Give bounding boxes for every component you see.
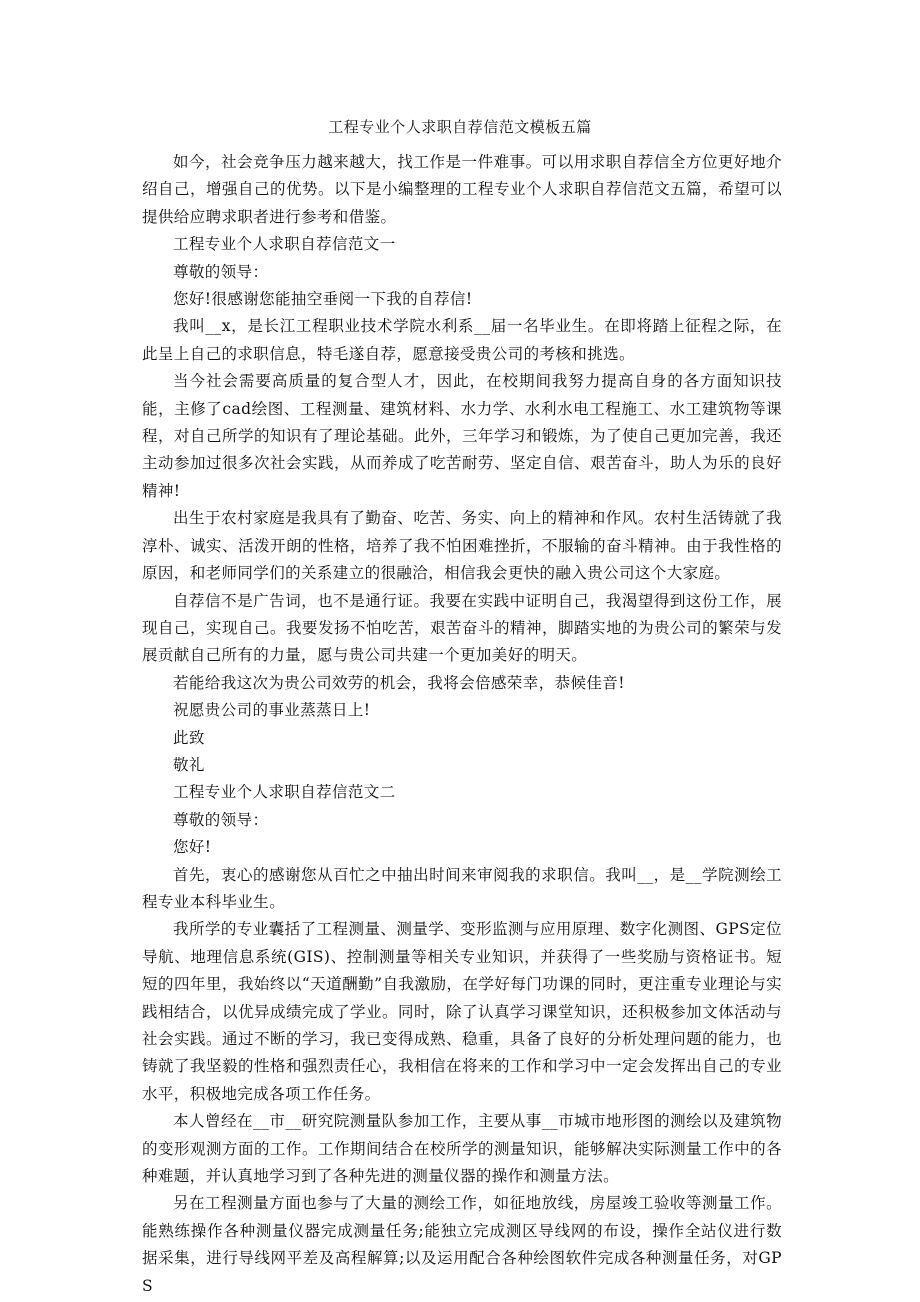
document-title: 工程专业个人求职自荐信范文模板五篇 — [328, 118, 592, 136]
paragraph: 本人曾经在__市__研究院测量队参加工作，主要从事__市城市地形图的测绘以及建筑物的变形观测方面的工作。工作期间结合在校所学的测量知识，能够解决实际测量工作中的各种难题，并认真地学习到了各种先进的测量仪器的操作和测量方法。 — [142, 1112, 782, 1186]
salutation: 尊敬的领导： — [173, 262, 269, 281]
paragraph: 您好!很感谢您能抽空垂阅一下我的自荐信! — [173, 290, 473, 309]
paragraph: 自荐信不是广告词，也不是通行证。我要在实践中证明自己，我渴望得到这份工作，展现自己，实现自己。我要发扬不怕吃苦，艰苦奋斗的精神，脚踏实地的为贵公司的繁荣与发展贡献自己所有的力量，愿与贵公司共建一个更加美好的明天。 — [142, 591, 782, 665]
paragraph: 另在工程测量方面也参与了大量的测绘工作，如征地放线，房屋竣工验收等测量工作。能熟练操作各种测量仪器完成测量任务;能独立完成测区导线网的布设，操作全站仪进行数据采集，进行导线网平差及高程解算;以及运用配合各种绘图软件完成各种测量任务，对GPS — [142, 1194, 782, 1295]
document-body — [142, 149, 782, 1300]
paragraph: 您好! — [173, 838, 212, 857]
section-heading: 工程专业个人求职自荐信范文一 — [173, 235, 396, 254]
paragraph: 当今社会需要高质量的复合型人才，因此，在校期间我努力提高自身的各方面知识技能，主修了cad绘图、工程测量、建筑材料、水力学、水利水电工程施工、水工建筑物等课程，对自己所学的知识有了理论基础。此外，三年学习和锻炼，为了使自己更加完善，我还主动参加过很多次社会实践，从而养成了吃苦耐劳、坚定自信、艰苦奋斗，助人为乐的良好精神! — [142, 372, 782, 500]
closing: 敬礼 — [173, 755, 205, 774]
paragraph: 我叫__x，是长江工程职业技术学院水利系__届一名毕业生。在即将踏上征程之际，在此呈上自己的求职信息，特毛遂自荐，愿意接受贵公司的考核和挑选。 — [142, 317, 782, 363]
paragraph: 若能给我这次为贵公司效劳的机会，我将会倍感荣幸，恭候佳音! — [173, 673, 625, 692]
paragraph: 出生于农村家庭是我具有了勤奋、吃苦、务实、向上的精神和作风。农村生活铸就了我淳朴、诚实、活泼开朗的性格，培养了我不怕困难挫折，不服输的奋斗精神。由于我性格的原因，和老师同学们的关系建立的很融洽，相信我会更快的融入贵公司这个大家庭。 — [142, 509, 782, 583]
section-heading: 工程专业个人求职自荐信范文二 — [173, 783, 396, 802]
paragraph: 如今，社会竞争压力越来越大，找工作是一件难事。可以用求职自荐信全方位更好地介绍自己，增强自己的优势。以下是小编整理的工程专业个人求职自荐信范文五篇，希望可以提供给应聘求职者进行参考和借鉴。 — [142, 153, 782, 226]
paragraph: 祝愿贵公司的事业蒸蒸日上! — [173, 701, 371, 720]
salutation: 尊敬的领导： — [173, 810, 269, 829]
paragraph: 我所学的专业囊括了工程测量、测量学、变形监测与应用原理、数字化测图、GPS定位导航、地理信息系统(GIS)、控制测量等相关专业知识，并获得了一些奖励与资格证书。短短的四年里，我始终以“天道酬勤”自我激励，在学好每门功课的同时，更注重专业理论与实践相结合，以优异成绩完成了学业。同时，除了认真学习课堂知识，还积极参加文体活动与社会实践。通过不断的学习，我已变得成熟、稳重，具备了良好的分析处理问题的能力，也铸就了我坚毅的性格和强烈责任心，我相信在将来的工作和学习中一定会发挥出自己的专业水平，积极地完成各项工作任务。 — [142, 920, 782, 1103]
paragraph: 首先，衷心的感谢您从百忙之中抽出时间来审阅我的求职信。我叫__，是__学院测绘工程专业本科毕业生。 — [142, 865, 782, 911]
closing: 此致 — [173, 728, 205, 747]
